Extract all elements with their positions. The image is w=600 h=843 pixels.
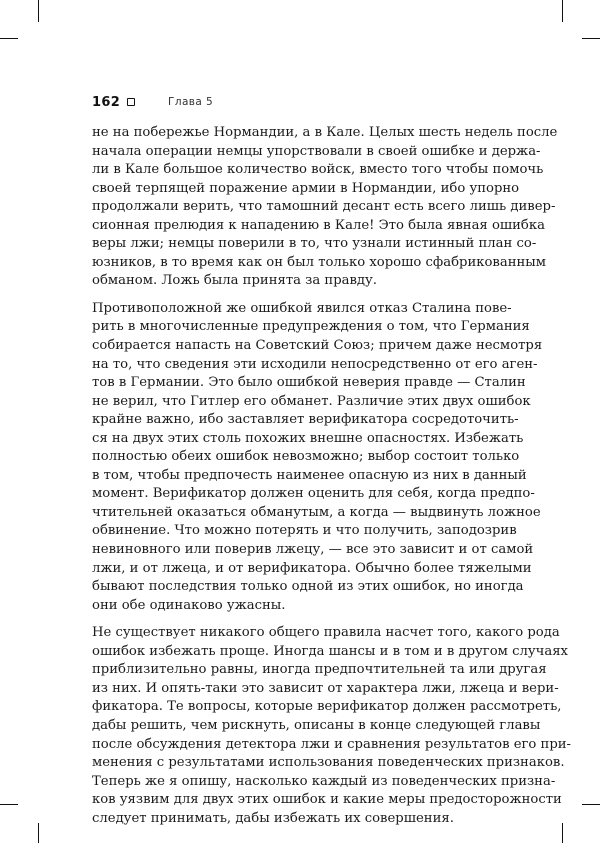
text-line: сионная прелюдия к нападению в Кале! Это была явная ошибка xyxy=(92,217,545,233)
text-line: момент. Верификатор должен оценить для себя, когда предпо- xyxy=(92,486,535,502)
body-text xyxy=(92,124,572,837)
text-line: тов в Германии. Это было ошибкой неверия правде — Сталин xyxy=(92,375,526,391)
paragraph-1 xyxy=(92,124,558,291)
text-line: рить в многочисленные предупреждения о том, что Германия xyxy=(92,319,530,335)
text-line: после обсуждения детектора лжи и сравнения результатов его при- xyxy=(92,736,572,752)
crop-mark-top-left-horizontal xyxy=(0,38,18,39)
text-line: не верил, что Гитлер его обманет. Различие этих двух ошибок xyxy=(92,393,531,409)
text-line: продолжали верить, что тамошний десант есть всего лишь дивер- xyxy=(92,199,556,215)
crop-mark-bottom-left-vertical xyxy=(38,823,39,843)
text-line: веры лжи; немцы поверили в то, что узнали истинный план со- xyxy=(92,236,537,252)
text-line: обвинение. Что можно потерять и что получить, заподозрив xyxy=(92,523,517,539)
text-line: обманом. Ложь была принята за правду. xyxy=(92,273,377,289)
text-line: Теперь же я опишу, насколько каждый из поведенческих призна- xyxy=(92,773,556,789)
paragraph-2 xyxy=(92,300,543,615)
text-line: начала операции немцы упорствовали в своей ошибке и держа- xyxy=(92,143,541,159)
crop-mark-bottom-right-vertical xyxy=(562,823,563,843)
text-line: невиновного или поверив лжецу, — все это зависит и от самой xyxy=(92,542,534,558)
crop-mark-top-right-vertical xyxy=(562,0,563,22)
text-line: ошибок избежать проще. Иногда шансы и в том и в другом случаях xyxy=(92,643,568,659)
text-line: из них. И опять-таки это зависит от характера лжи, лжеца и вери- xyxy=(92,680,559,696)
text-line: менения с результатами использования поведенческих признаков. xyxy=(92,755,565,771)
text-line: своей терпящей поражение армии в Нормандии, ибо упорно xyxy=(92,180,520,196)
text-line: ся на двух этих столь похожих внешне опасностях. Избежать xyxy=(92,430,524,446)
text-line: ли в Кале большое количество войск, вместо того чтобы помочь xyxy=(92,162,544,178)
paragraph-3 xyxy=(92,624,572,828)
crop-mark-top-right-horizontal xyxy=(582,38,600,39)
text-line: не на побережье Нормандии, а в Кале. Целых шесть недель после xyxy=(92,125,558,140)
square-box-icon xyxy=(127,98,135,106)
text-line: следует принимать, дабы избежать их совершения. xyxy=(92,810,454,826)
text-line: они обе одинаково ужасны. xyxy=(92,597,286,613)
text-line: бывают последствия только одной из этих ошибок, но иногда xyxy=(92,579,524,595)
text-line: ков уязвим для двух этих ошибок и какие меры предосторожности xyxy=(92,792,562,808)
crop-mark-bottom-right-horizontal xyxy=(582,804,600,805)
crop-mark-top-left-vertical xyxy=(38,0,39,22)
text-line: крайне важно, ибо заставляет верификатора сосредоточить- xyxy=(92,412,519,428)
crop-mark-bottom-left-horizontal xyxy=(0,804,18,805)
text-line: лжи, и от лжеца, и от верификатора. Обычно более тяжелыми xyxy=(92,560,532,576)
text-line: чтительней оказаться обманутым, а когда — выдвинуть ложное xyxy=(92,504,541,520)
page-number: 162 xyxy=(92,94,121,110)
chapter-label: Глава 5 xyxy=(168,96,214,108)
text-line: юзников, в то время как он был только хорошо сфабрикованным xyxy=(92,254,547,270)
text-line: полностью обеих ошибок невозможно; выбор состоит только xyxy=(92,449,520,465)
text-line: фикатора. Те вопросы, которые верификатор должен рассмотреть, xyxy=(92,699,562,715)
running-header xyxy=(92,94,213,110)
text-line: на то, что сведения эти исходили непосредственно от его аген- xyxy=(92,356,538,372)
text-line: собирается напасть на Советский Союз; причем даже несмотря xyxy=(92,338,543,354)
text-line: в том, чтобы предпочесть наименее опасную из них в данный xyxy=(92,467,527,483)
text-line: Противоположной же ошибкой явился отказ Сталина пове- xyxy=(92,300,512,316)
text-line: дабы решить, чем рискнуть, описаны в конце следующей главы xyxy=(92,717,541,733)
text-line: приблизительно равны, иногда предпочтительней та или другая xyxy=(92,662,547,678)
text-line: Не существует никакого общего правила насчет того, какого рода xyxy=(92,625,560,641)
